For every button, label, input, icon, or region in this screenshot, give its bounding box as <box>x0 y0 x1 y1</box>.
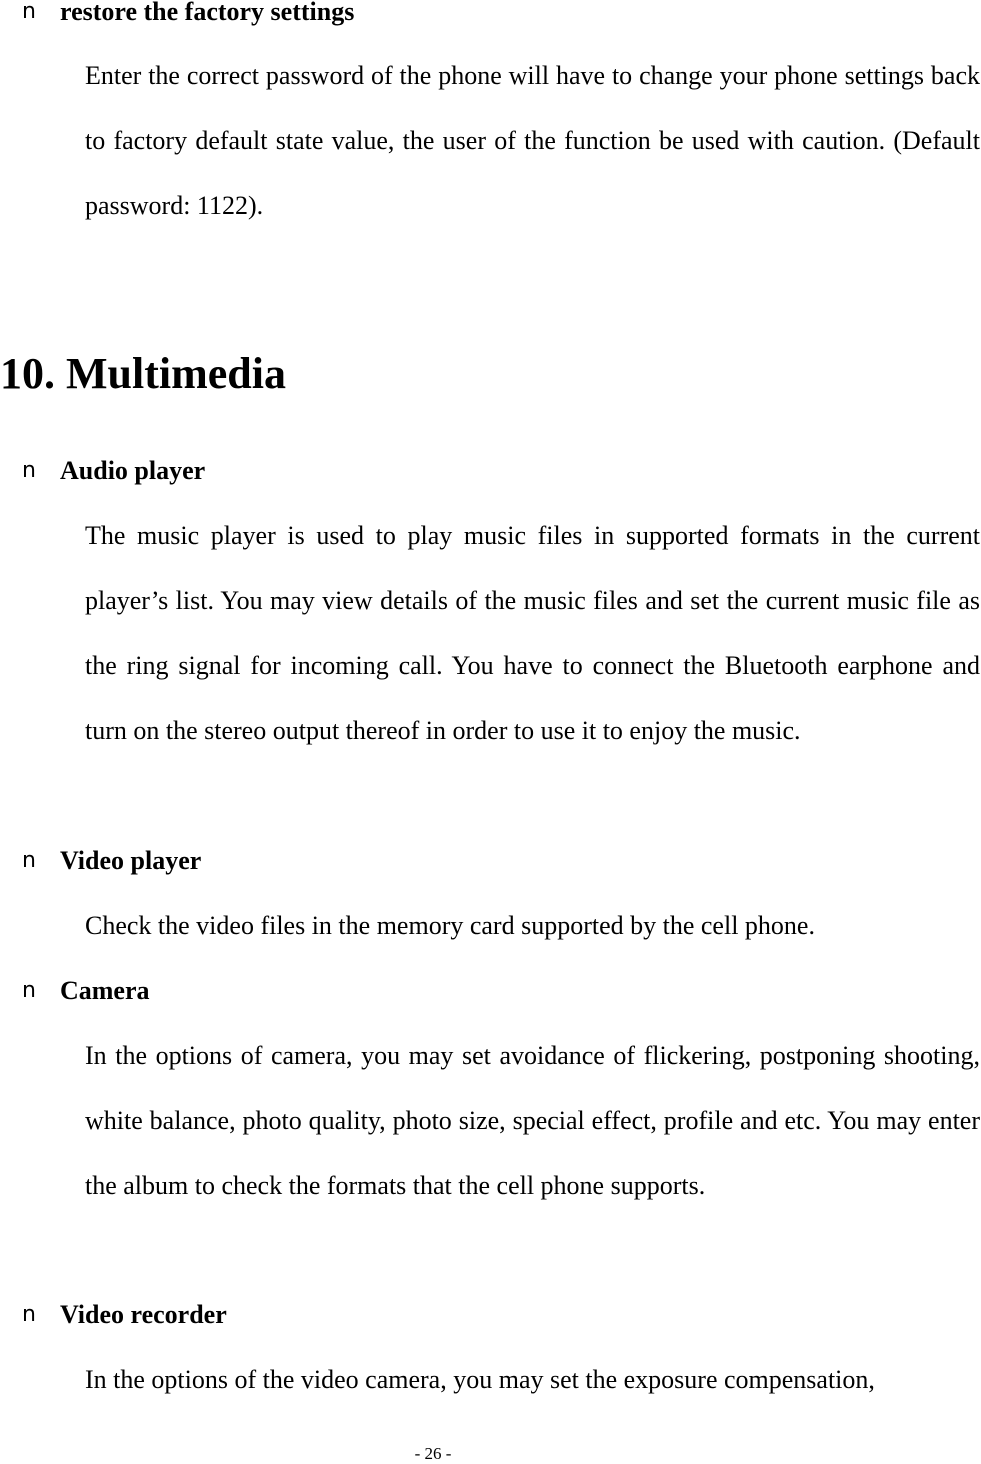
bullet-glyph: n <box>22 978 36 1003</box>
item-body: Enter the correct password of the phone will have to change your phone settings back to factory default state value, the user of the function be used with caution. (Default password: 1122). <box>85 61 980 220</box>
list-item-video-recorder <box>22 1299 227 1331</box>
item-title: Video recorder <box>60 1300 227 1329</box>
section-heading: 10. Multimedia <box>0 349 286 398</box>
item-body: In the options of the video camera, you may set the exposure compensation, <box>85 1365 875 1394</box>
list-item-camera <box>22 975 150 1007</box>
item-title: restore the factory settings <box>60 0 355 26</box>
item-body: In the options of camera, you may set avoidance of flickering, postponing shooting, white balance, photo quality, photo size, special effect, profile and etc. You may enter the album to check the formats that the cell phone supports. <box>85 1041 980 1200</box>
item-body: Check the video files in the memory card supported by the cell phone. <box>85 911 815 940</box>
page-number: - 26 - <box>414 1444 452 1463</box>
bullet-glyph: n <box>22 0 36 24</box>
list-item-restore-factory-settings <box>22 0 354 28</box>
list-item-audio-player <box>22 455 205 487</box>
item-title: Audio player <box>60 456 206 485</box>
bullet-glyph: n <box>22 458 36 483</box>
bullet-glyph: n <box>22 1302 36 1327</box>
item-title: Camera <box>60 976 150 1005</box>
list-item-video-player <box>22 845 201 877</box>
bullet-glyph: n <box>22 848 36 873</box>
item-title: Video player <box>60 846 202 875</box>
item-body: The music player is used to play music files in supported formats in the current player’s list. You may view details of the music files and set the current music file as the ring signal for incoming call. You have to connect the Bluetooth earphone and turn on the stereo output thereof in order to use it to enjoy the music. <box>85 521 980 745</box>
